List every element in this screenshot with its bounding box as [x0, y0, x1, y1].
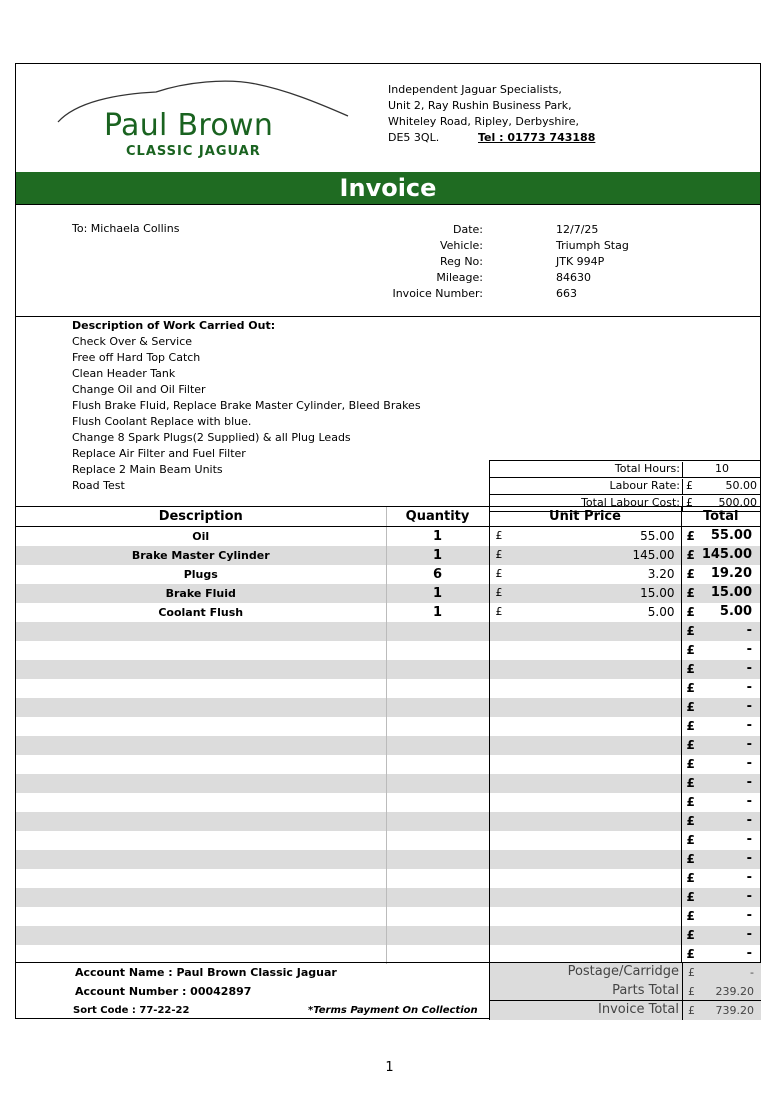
item-total: [681, 926, 760, 945]
rate-label: Labour Rate:: [609, 479, 680, 492]
address-postcode: DE5 3QL.: [388, 131, 440, 144]
total-value: -: [746, 622, 752, 638]
currency: £: [686, 813, 695, 828]
item-total: [681, 888, 760, 907]
rate-value: 50.00: [725, 479, 757, 492]
table-row-empty: [16, 755, 760, 774]
item-description: [16, 736, 386, 755]
unit-price-cell: [490, 565, 681, 584]
item-description: [16, 679, 386, 698]
total-value: 19.20: [710, 565, 752, 581]
item-description: Brake Fluid: [16, 584, 386, 603]
item-quantity: [386, 888, 489, 907]
table-row-empty: [16, 850, 760, 869]
total-value: -: [746, 774, 752, 790]
item-total: [681, 869, 760, 888]
address-line: Unit 2, Ray Rushin Business Park,: [388, 99, 572, 112]
total-cell: [682, 907, 761, 926]
table-row-empty: [16, 774, 760, 793]
item-total: [681, 546, 760, 565]
currency: £: [686, 547, 695, 562]
rate-currency: £: [686, 479, 693, 492]
item-description: [16, 793, 386, 812]
item-total: [681, 526, 760, 546]
currency: £: [686, 775, 695, 790]
total-cell: [682, 755, 761, 774]
mileage-label: Mileage:: [436, 271, 483, 284]
table-row-empty: [16, 945, 760, 964]
item-unit-price: [489, 831, 681, 850]
item-total: [681, 774, 760, 793]
item-quantity: 1: [386, 603, 489, 622]
currency: £: [686, 737, 695, 752]
item-unit-price: [489, 888, 681, 907]
work-item: Clean Header Tank: [72, 367, 176, 380]
labour-box: [489, 460, 760, 512]
hours-label: Total Hours:: [614, 462, 680, 475]
table-row-empty: [16, 869, 760, 888]
invoice-total-label: Invoice Total: [598, 1002, 679, 1017]
total-value: -: [746, 869, 752, 885]
item-unit-price: [489, 812, 681, 831]
invoice-banner: [16, 172, 760, 205]
total-cell: [682, 812, 761, 831]
currency: £: [495, 604, 503, 618]
currency: £: [688, 966, 695, 979]
item-total: [681, 755, 760, 774]
item-unit-price: [489, 736, 681, 755]
table-row-empty: [16, 888, 760, 907]
item-unit-price: [489, 565, 681, 584]
item-unit-price: [489, 584, 681, 603]
invoice-title: Invoice: [339, 174, 437, 202]
unit-price-cell: [490, 546, 681, 565]
item-total: [681, 736, 760, 755]
currency: £: [686, 927, 695, 942]
header-unit-price: Unit Price: [489, 507, 681, 526]
item-total: [681, 603, 760, 622]
total-value: -: [746, 945, 752, 961]
item-unit-price: [489, 774, 681, 793]
labour-cost-label: Total Labour Cost:: [581, 496, 680, 509]
item-total: [681, 622, 760, 641]
item-description: [16, 888, 386, 907]
item-quantity: 6: [386, 565, 489, 584]
total-value: -: [746, 641, 752, 657]
account-number: Account Number : 00042897: [75, 985, 252, 998]
total-cell: [682, 736, 761, 755]
vehicle-label: Vehicle:: [439, 239, 483, 252]
logo-subname: CLASSIC JAGUAR: [126, 144, 261, 159]
currency: £: [686, 642, 695, 657]
payment-terms: *Terms Payment On Collection: [308, 1005, 478, 1016]
item-unit-price: [489, 869, 681, 888]
item-description: Plugs: [16, 565, 386, 584]
parts-total-row: [490, 982, 761, 1001]
currency: £: [495, 528, 503, 542]
total-value: -: [746, 907, 752, 923]
item-description: [16, 698, 386, 717]
item-unit-price: [489, 526, 681, 546]
total-cell: [682, 660, 761, 679]
unit-price-value: 5.00: [647, 604, 675, 619]
item-total: [681, 660, 760, 679]
total-value: -: [746, 850, 752, 866]
total-value: -: [746, 888, 752, 904]
currency: £: [495, 585, 503, 599]
table-row-empty: [16, 641, 760, 660]
work-item: Free off Hard Top Catch: [72, 351, 201, 364]
item-description: Coolant Flush: [16, 603, 386, 622]
account-name: Account Name : Paul Brown Classic Jaguar: [75, 966, 337, 979]
total-value: -: [746, 717, 752, 733]
work-description: [72, 318, 421, 494]
vehicle-value: Triumph Stag: [556, 239, 629, 252]
date-value: 12/7/25: [556, 223, 599, 236]
item-total: [681, 850, 760, 869]
total-cell: [682, 603, 761, 622]
total-cell: [682, 622, 761, 641]
currency: £: [686, 756, 695, 771]
unit-price-value: 3.20: [647, 566, 675, 581]
item-quantity: [386, 793, 489, 812]
currency: £: [686, 661, 695, 676]
labour-cost-currency: £: [686, 496, 693, 509]
currency: £: [686, 946, 695, 961]
item-description: [16, 812, 386, 831]
table-row: [16, 546, 760, 565]
invoice-number-label: Invoice Number:: [392, 287, 483, 300]
company-address: [388, 82, 596, 146]
invoice-total-value: 739.20: [715, 1004, 754, 1017]
item-total: [681, 907, 760, 926]
table-row-empty: [16, 622, 760, 641]
table-row-empty: [16, 907, 760, 926]
currency: £: [686, 566, 695, 581]
currency: £: [686, 718, 695, 733]
currency: £: [686, 680, 695, 695]
reg-value: JTK 994P: [556, 255, 605, 268]
item-total: [681, 679, 760, 698]
unit-price-value: 15.00: [640, 585, 675, 600]
invoice-number-value: 663: [556, 287, 577, 300]
item-description: [16, 869, 386, 888]
item-quantity: [386, 717, 489, 736]
item-description: [16, 831, 386, 850]
total-value: -: [746, 926, 752, 942]
item-unit-price: [489, 793, 681, 812]
item-total: [681, 698, 760, 717]
currency: £: [686, 699, 695, 714]
item-description: [16, 755, 386, 774]
item-unit-price: [489, 850, 681, 869]
currency: £: [688, 985, 695, 998]
unit-price-cell: [490, 584, 681, 603]
item-quantity: [386, 869, 489, 888]
item-description: Brake Master Cylinder: [16, 546, 386, 565]
item-quantity: [386, 907, 489, 926]
item-unit-price: [489, 641, 681, 660]
unit-price-value: 145.00: [632, 547, 675, 562]
divider: [16, 316, 760, 317]
total-cell: [682, 774, 761, 793]
unit-price-value: 55.00: [640, 528, 675, 543]
total-cell: [682, 945, 761, 964]
totals-box: [489, 963, 761, 1020]
item-unit-price: [489, 660, 681, 679]
item-description: Oil: [16, 526, 386, 546]
item-quantity: [386, 926, 489, 945]
item-description: [16, 774, 386, 793]
item-quantity: [386, 831, 489, 850]
table-row: [16, 526, 760, 546]
sort-code: Sort Code : 77-22-22: [73, 1005, 190, 1016]
total-value: -: [746, 679, 752, 695]
postage-row: [490, 963, 761, 982]
total-value: -: [746, 793, 752, 809]
total-cell: [682, 926, 761, 945]
address-line: Whiteley Road, Ripley, Derbyshire,: [388, 115, 579, 128]
reg-label: Reg No:: [439, 255, 483, 268]
item-description: [16, 660, 386, 679]
item-unit-price: [489, 603, 681, 622]
item-description: [16, 926, 386, 945]
total-cell: [682, 546, 761, 565]
currency: £: [686, 889, 695, 904]
table-row-empty: [16, 698, 760, 717]
item-total: [681, 793, 760, 812]
currency: £: [686, 870, 695, 885]
total-value: -: [746, 755, 752, 771]
item-total: [681, 831, 760, 850]
item-description: [16, 717, 386, 736]
item-description: [16, 945, 386, 964]
total-cell: [682, 641, 761, 660]
total-cell: [682, 888, 761, 907]
address-line: Independent Jaguar Specialists,: [388, 83, 562, 96]
work-item: Change 8 Spark Plugs(2 Supplied) & all Plug Leads: [72, 431, 351, 444]
table-row-empty: [16, 812, 760, 831]
currency: £: [688, 1004, 695, 1017]
item-quantity: [386, 945, 489, 964]
date-label: Date:: [453, 223, 483, 236]
invoice-footer: [16, 962, 760, 1020]
table-row-empty: [16, 926, 760, 945]
table-row-empty: [16, 793, 760, 812]
parts-total-label: Parts Total: [612, 983, 679, 998]
item-quantity: [386, 660, 489, 679]
customer-name: To: Michaela Collins: [72, 222, 180, 235]
item-total: [681, 584, 760, 603]
page-number: 1: [385, 1060, 394, 1075]
total-cell: [682, 527, 761, 546]
parts-total-value: 239.20: [715, 985, 754, 998]
currency: £: [495, 547, 503, 561]
item-quantity: [386, 850, 489, 869]
invoice-sheet: [15, 63, 761, 1019]
item-quantity: [386, 622, 489, 641]
item-total: [681, 641, 760, 660]
labour-rate-row: [489, 477, 760, 494]
work-item: Check Over & Service: [72, 335, 193, 348]
invoice-total-row: [490, 1000, 761, 1020]
total-cell: [682, 584, 761, 603]
postage-label: Postage/Carridge: [567, 964, 679, 979]
table-row-empty: [16, 717, 760, 736]
item-unit-price: [489, 907, 681, 926]
work-item: Road Test: [72, 479, 125, 492]
total-cell: [682, 698, 761, 717]
header-total: Total: [681, 507, 760, 526]
item-unit-price: [489, 755, 681, 774]
unit-price-cell: [490, 603, 681, 622]
total-cell: [682, 869, 761, 888]
total-value: -: [746, 736, 752, 752]
item-quantity: [386, 698, 489, 717]
item-description: [16, 622, 386, 641]
item-quantity: [386, 641, 489, 660]
table-row: [16, 565, 760, 584]
telephone-number: Tel : 01773 743188: [478, 131, 596, 144]
total-value: -: [746, 831, 752, 847]
item-unit-price: [489, 622, 681, 641]
total-cell: [682, 679, 761, 698]
total-cell: [682, 793, 761, 812]
currency: £: [686, 832, 695, 847]
postage-value: -: [750, 966, 754, 979]
currency: £: [495, 566, 503, 580]
header-description: Description: [16, 507, 386, 526]
labour-cost-value: 500.00: [718, 496, 757, 509]
work-item: Change Oil and Oil Filter: [72, 383, 206, 396]
item-quantity: 1: [386, 584, 489, 603]
item-quantity: [386, 755, 489, 774]
item-description: [16, 850, 386, 869]
currency: £: [686, 528, 695, 543]
item-unit-price: [489, 698, 681, 717]
details-values: [556, 222, 629, 302]
item-quantity: 1: [386, 526, 489, 546]
work-heading: Description of Work Carried Out:: [72, 319, 276, 332]
parts-table: [16, 507, 760, 964]
item-unit-price: [489, 679, 681, 698]
header-quantity: Quantity: [386, 507, 489, 526]
labour-hours-row: [489, 460, 760, 477]
total-value: -: [746, 812, 752, 828]
total-value: -: [746, 698, 752, 714]
item-total: [681, 717, 760, 736]
item-unit-price: [489, 945, 681, 964]
table-row: [16, 603, 760, 622]
total-cell: [682, 565, 761, 584]
total-value: -: [746, 660, 752, 676]
total-cell: [682, 717, 761, 736]
item-quantity: [386, 774, 489, 793]
currency: £: [686, 851, 695, 866]
total-value: 15.00: [710, 584, 752, 600]
table-row-empty: [16, 736, 760, 755]
item-quantity: 1: [386, 546, 489, 565]
mileage-value: 84630: [556, 271, 591, 284]
total-cell: [682, 831, 761, 850]
currency: £: [686, 908, 695, 923]
item-description: [16, 907, 386, 926]
item-total: [681, 565, 760, 584]
work-item: Replace Air Filter and Fuel Filter: [72, 447, 246, 460]
hours-value: 10: [715, 462, 729, 475]
company-logo: [56, 72, 356, 168]
item-total: [681, 945, 760, 964]
currency: £: [686, 794, 695, 809]
logo-name: Paul Brown: [104, 108, 274, 143]
currency: £: [686, 604, 695, 619]
item-description: [16, 641, 386, 660]
item-total: [681, 812, 760, 831]
table-row: [16, 584, 760, 603]
item-unit-price: [489, 926, 681, 945]
item-quantity: [386, 679, 489, 698]
table-row-empty: [16, 831, 760, 850]
total-cell: [682, 850, 761, 869]
item-quantity: [386, 736, 489, 755]
total-value: 5.00: [719, 603, 752, 619]
work-item: Flush Brake Fluid, Replace Brake Master Cylinder, Bleed Brakes: [72, 399, 421, 412]
item-quantity: [386, 812, 489, 831]
total-value: 145.00: [701, 546, 752, 562]
table-row-empty: [16, 679, 760, 698]
work-item: Replace 2 Main Beam Units: [72, 463, 223, 476]
total-value: 55.00: [710, 527, 752, 543]
currency: £: [686, 585, 695, 600]
currency: £: [686, 623, 695, 638]
item-unit-price: [489, 717, 681, 736]
table-row-empty: [16, 660, 760, 679]
unit-price-cell: [490, 527, 681, 546]
work-item: Flush Coolant Replace with blue.: [72, 415, 252, 428]
details-labels: [316, 222, 483, 302]
item-unit-price: [489, 546, 681, 565]
